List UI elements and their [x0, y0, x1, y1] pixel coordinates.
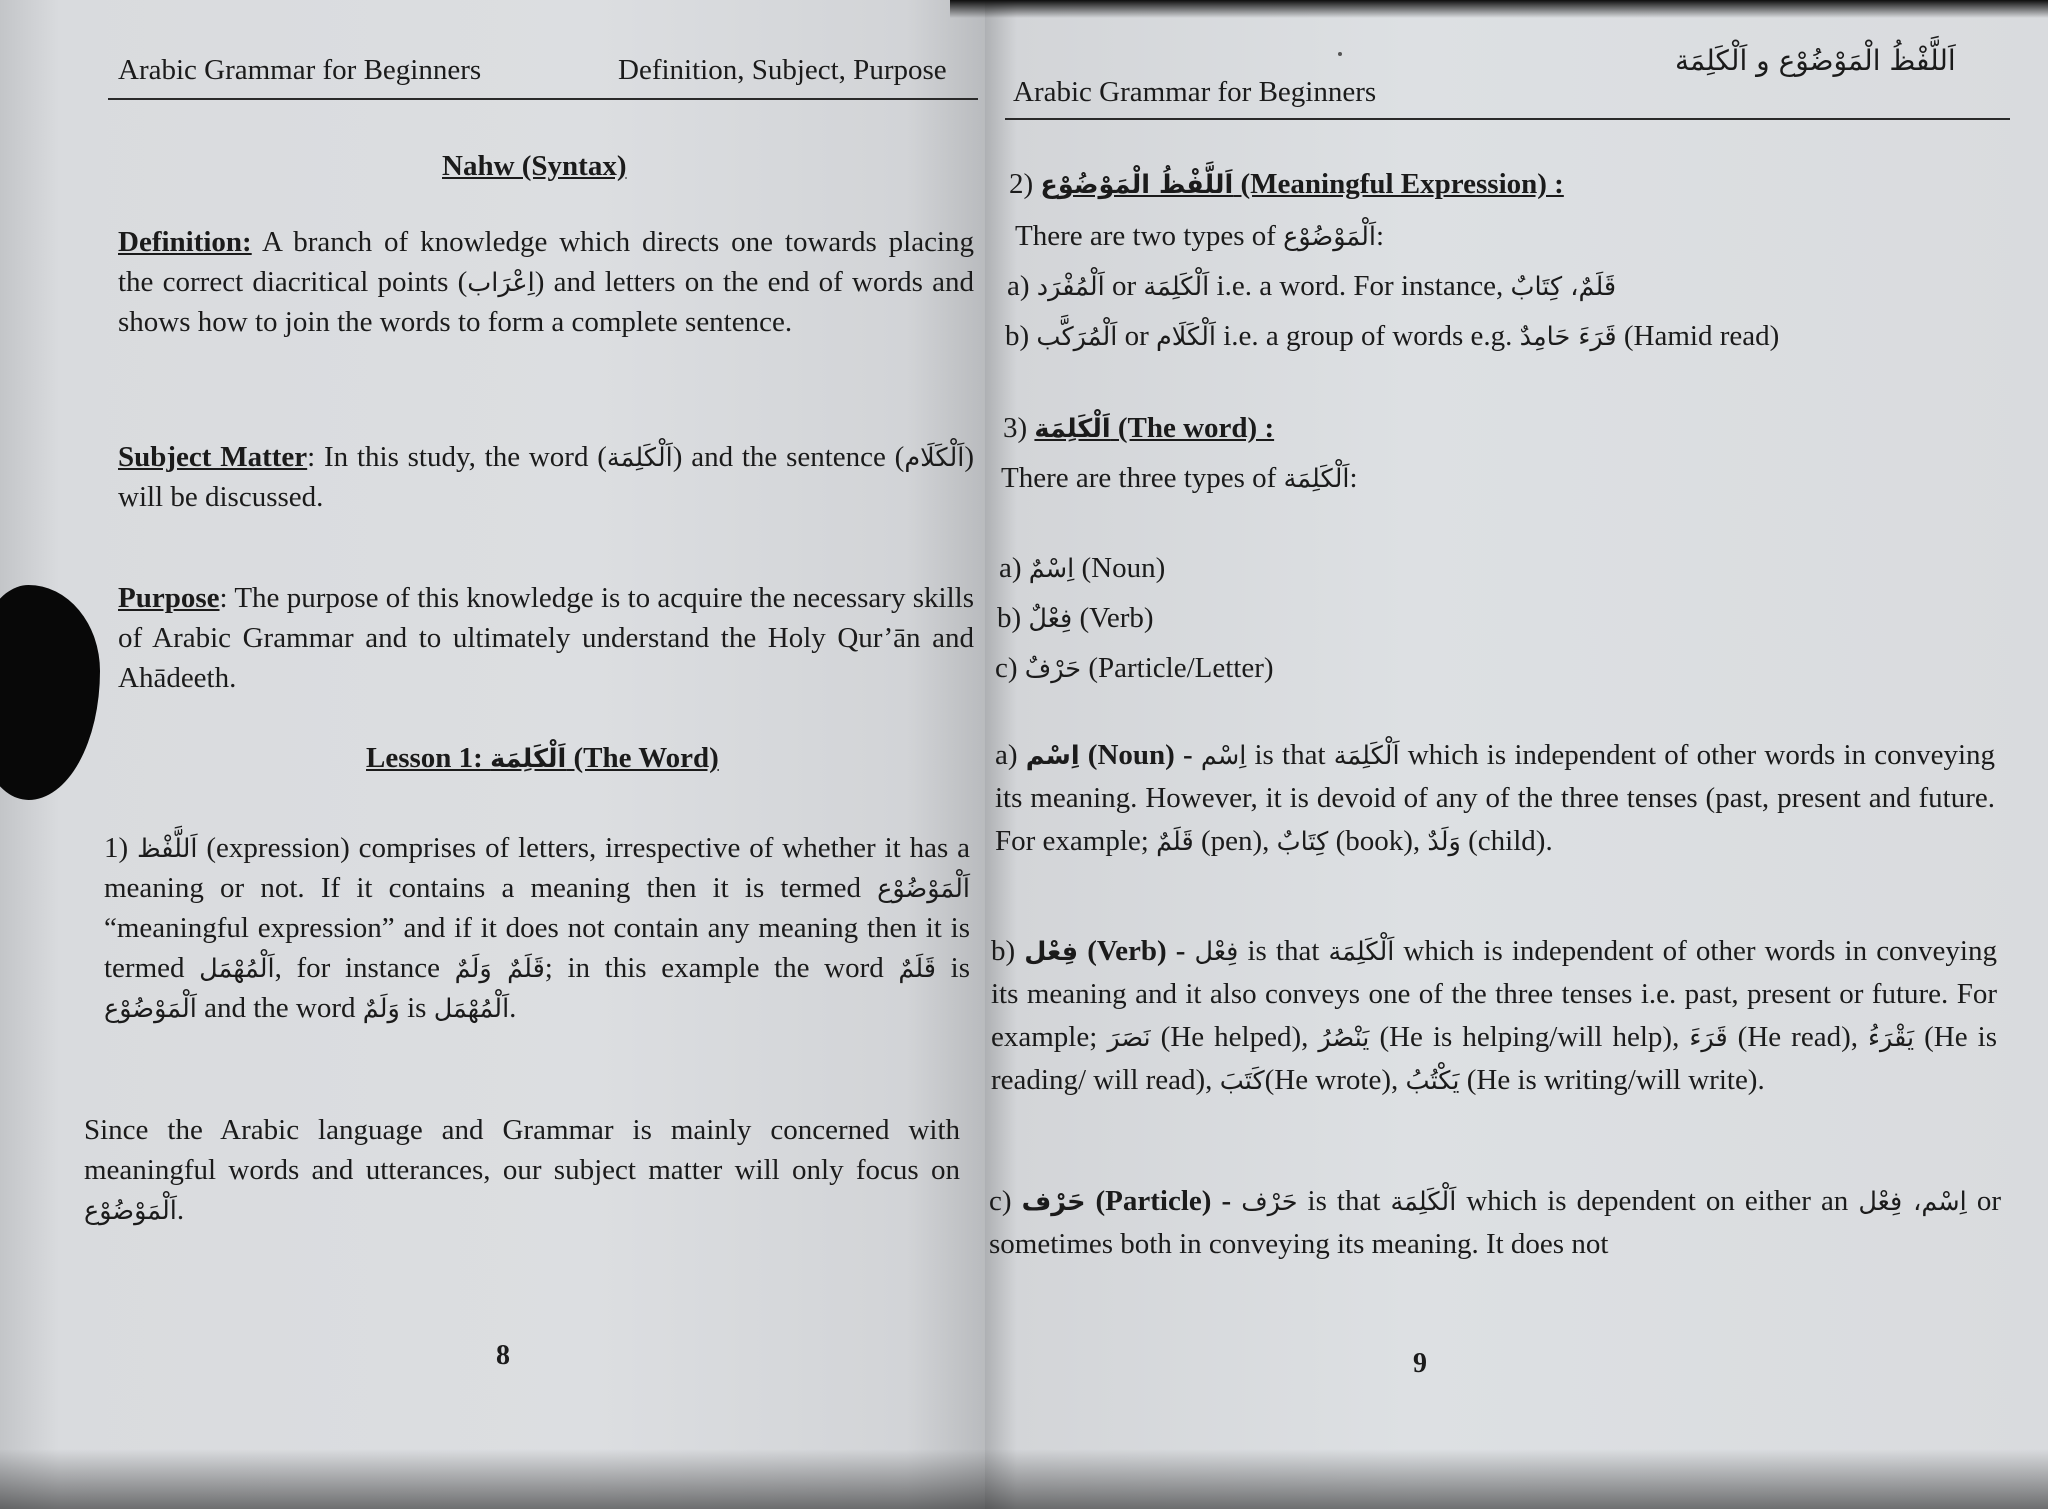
arabic-term: اَلْمَوْضُوْع — [84, 1196, 177, 1227]
verb-definition — [991, 930, 1997, 1102]
item-prefix: b) — [1005, 320, 1037, 352]
purpose-paragraph — [118, 578, 974, 698]
arabic-term: كَتَبَ — [1219, 1065, 1265, 1096]
section-title: (Meaningful Expression) : — [1233, 168, 1564, 200]
paragraph-text: ; in this example the word — [544, 952, 899, 985]
definition-text: which is dependent on either an — [1456, 1185, 1859, 1217]
header-rule — [108, 98, 978, 100]
arabic-term: فِعْلٌ — [1028, 604, 1073, 634]
item-prefix: a) — [995, 739, 1026, 771]
definition-label: Definition: — [118, 226, 252, 258]
header-rule — [1005, 118, 2010, 120]
arabic-term: اِسْمٌ — [1028, 554, 1075, 584]
arabic-term: اَلْكَلَام — [904, 443, 965, 473]
arabic-term: قَلَمٌ — [1156, 826, 1194, 857]
definition-paragraph — [118, 222, 974, 342]
arabic-term: اَللَّفْظُ الْمَوْضُوْع — [1040, 170, 1234, 200]
arabic-term: قَرَءَ — [1689, 1022, 1728, 1053]
item-prefix: a) — [999, 552, 1029, 584]
running-header-left: Arabic Grammar for Beginners — [118, 54, 482, 86]
subject-text: : In this study, the word ( — [307, 441, 607, 473]
definition-text: (He is writing/will write). — [1459, 1063, 1765, 1096]
item-label: (Noun) — [1074, 552, 1166, 584]
arabic-term: قَلَمٌ — [898, 954, 937, 985]
left-page — [0, 0, 985, 1509]
page-number: 8 — [496, 1340, 510, 1371]
word-type-item-noun — [999, 552, 1165, 585]
definition-text: (book), — [1328, 824, 1428, 857]
arabic-term: اَلْمَوْضُوْع — [1283, 222, 1377, 252]
paragraph-text: and the word — [196, 992, 363, 1025]
section-2-item-a — [1007, 270, 1616, 303]
running-header-arabic: اَللَّفْظُ الْمَوْضُوْع و اَلْكَلِمَة — [1675, 44, 1956, 77]
arabic-term: اَلْمُفْرَد — [1036, 272, 1105, 302]
arabic-term: اَلْكَلِمَة — [490, 744, 567, 774]
section-number: 2) — [1009, 168, 1041, 200]
paragraph-text: is — [936, 952, 970, 985]
arabic-term: اَلْمَوْضُوْع — [877, 874, 970, 905]
item-text: (Hamid read) — [1616, 320, 1780, 352]
noun-definition — [995, 734, 1995, 863]
paragraph-text: . — [176, 1194, 185, 1227]
item-prefix: c) — [989, 1185, 1022, 1217]
running-header-chapter: Definition, Subject, Purpose — [618, 54, 947, 86]
intro-text: : — [1349, 462, 1358, 494]
section-2-item-b — [1005, 320, 1779, 353]
arabic-term: اَلْكَلِمَة — [1390, 1187, 1457, 1217]
arabic-term: اِسْم — [1025, 741, 1080, 771]
arabic-term: اَلْكَلِمَة — [1283, 464, 1350, 494]
running-header-left: Arabic Grammar for Beginners — [1013, 76, 1377, 108]
paragraph-text: is — [399, 992, 434, 1025]
summary-paragraph — [84, 1110, 960, 1230]
arabic-term: اِعْرَاب — [467, 268, 535, 299]
paragraph-text: . — [509, 992, 517, 1025]
arabic-term: نَصَرَ — [1107, 1022, 1151, 1053]
definition-label: (Noun) - — [1079, 739, 1201, 771]
paragraph-text: , for instance — [274, 952, 455, 985]
definition-text: which is independent of other words in conveying its meaning and it also conveys one of the three tenses i.e. past, present or future. For example; — [991, 935, 1997, 1053]
arabic-term: اَلْكَلِمَة — [1333, 741, 1400, 771]
arabic-term: اَلْمُهْمَل — [199, 954, 275, 985]
arabic-term: اَلْكَلِمَة — [1034, 414, 1111, 444]
arabic-term: اَلْمُرَكَّب — [1036, 322, 1118, 352]
definition-text: which is independent of other words in conveying its meaning. However, it is devoid of any of the three tenses (past, present and future. For example; — [995, 739, 1996, 857]
definition-text: or sometimes both in conveying its meaning. It does not — [989, 1185, 2001, 1260]
expression-paragraph — [104, 828, 970, 1028]
definition-text: (pen), — [1193, 824, 1277, 857]
section-2-heading — [1009, 168, 1564, 201]
arabic-term: وَلَمٌ — [362, 994, 400, 1025]
arabic-term: اَلْكَلِمَة — [1143, 272, 1210, 302]
item-prefix: c) — [995, 652, 1025, 684]
arabic-term: اَلْكَلِمَة — [1328, 937, 1395, 967]
arabic-term: يَكْتُبُ — [1405, 1065, 1460, 1096]
arabic-term: حَرْف — [1021, 1187, 1086, 1217]
item-text: i.e. a group of words e.g. — [1215, 320, 1520, 352]
arabic-term: اَلْكَلَام — [1156, 322, 1216, 352]
lesson-heading-text: (The Word) — [566, 742, 719, 774]
section-3-heading — [1003, 412, 1274, 445]
arabic-term: قَلَمٌ، كِتَابٌ — [1510, 272, 1617, 302]
item-text: or — [1104, 270, 1144, 302]
arabic-term: يَقْرَءُ — [1868, 1022, 1915, 1053]
definition-text: (He is reading/ will read), — [991, 1020, 1997, 1096]
word-type-item-particle — [995, 652, 1274, 685]
section-title: Nahw (Syntax) — [442, 150, 627, 182]
item-prefix: a) — [1007, 270, 1037, 302]
intro-text: : — [1376, 220, 1385, 252]
item-text: or — [1117, 320, 1156, 352]
definition-label: (Verb) - — [1078, 935, 1195, 967]
purpose-text: : The purpose of this knowledge is to acquire the necessary skills of Arabic Grammar and to ultimately understand the Holy Qur’ān and Ahādeeth. — [118, 582, 974, 695]
page-speck — [1338, 52, 1342, 56]
book-bottom-shadow — [0, 1449, 2048, 1509]
arabic-term: فِعْل — [1194, 937, 1239, 967]
word-type-item-verb — [997, 602, 1154, 635]
section-3-intro — [1001, 462, 1358, 495]
section-2-intro — [1015, 220, 1384, 253]
definition-text: is that — [1246, 739, 1334, 771]
page-number: 9 — [1413, 1348, 1427, 1379]
lesson-heading-text: Lesson 1: — [366, 742, 491, 774]
arabic-term: اَلْمَوْضُوْع — [104, 994, 197, 1025]
arabic-term: فِعْل — [1024, 937, 1079, 967]
paragraph-text: Since the Arabic language and Grammar is mainly concerned with meaningful words and utterances, our subject matter will only focus on — [84, 1114, 960, 1187]
item-prefix: b) — [997, 602, 1029, 634]
intro-text: There are three types of — [1001, 462, 1284, 494]
definition-text: (He is helping/will help), — [1369, 1020, 1690, 1053]
finger-shadow — [0, 585, 100, 800]
definition-text: A branch of knowledge which directs one towards placing the correct diacritical points ( — [118, 226, 974, 299]
arabic-term: حَرْفٌ — [1024, 654, 1082, 684]
right-page — [985, 0, 2048, 1509]
particle-definition — [989, 1180, 2001, 1266]
subject-paragraph — [118, 437, 974, 517]
definition-text: is that — [1297, 1185, 1391, 1217]
paragraph-text: (expression) comprises of letters, irrespective of whether it has a meaning or not. If it contains a meaning then it is termed — [104, 832, 970, 905]
arabic-term: قَلَمٌ وَلَمٌ — [454, 954, 545, 985]
book-edge-shadow — [950, 0, 2048, 18]
arabic-term: قَرَءَ حَامِدٌ — [1519, 322, 1617, 352]
definition-label: (Particle) - — [1085, 1185, 1242, 1217]
arabic-term: اِسْم، فِعْل — [1858, 1187, 1967, 1217]
definition-text: (He helped), — [1150, 1020, 1319, 1053]
arabic-term: كِتَابٌ — [1276, 826, 1329, 857]
item-label: (Particle/Letter) — [1081, 652, 1274, 684]
subject-label: Subject Matter — [118, 441, 308, 473]
arabic-term: اَلْمُهْمَل — [433, 994, 510, 1025]
definition-text: ) and letters on the end of words and shows how to join the words to form a complete sentence. — [118, 266, 974, 339]
intro-text: There are two types of — [1015, 220, 1284, 252]
arabic-term: اِسْم — [1200, 741, 1247, 771]
arabic-term: اَلْكَلِمَة — [606, 443, 673, 473]
arabic-term: يَنْصُرُ — [1318, 1022, 1370, 1053]
definition-text: (He read), — [1727, 1020, 1869, 1053]
purpose-label: Purpose — [118, 582, 220, 614]
definition-text: (child). — [1460, 824, 1553, 857]
item-prefix: b) — [991, 935, 1025, 967]
lesson-heading — [366, 742, 719, 775]
item-text: i.e. a word. For instance, — [1209, 270, 1511, 302]
paragraph-text: “meaningful expression” and if it does not contain any meaning then it is termed — [104, 912, 970, 985]
paragraph-text: 1) — [104, 832, 138, 864]
section-number: 3) — [1003, 412, 1035, 444]
item-label: (Verb) — [1072, 602, 1154, 634]
definition-text: is that — [1238, 935, 1329, 967]
arabic-term: وَلَدٌ — [1427, 826, 1461, 857]
definition-text: (He wrote), — [1264, 1063, 1406, 1096]
subject-text: ) will be discussed. — [118, 441, 974, 514]
section-title: (The word) : — [1110, 412, 1275, 444]
subject-text: ) and the sentence ( — [672, 441, 905, 473]
arabic-term: اَللَّفْظ — [137, 834, 198, 864]
arabic-term: حَرْف — [1241, 1187, 1298, 1217]
